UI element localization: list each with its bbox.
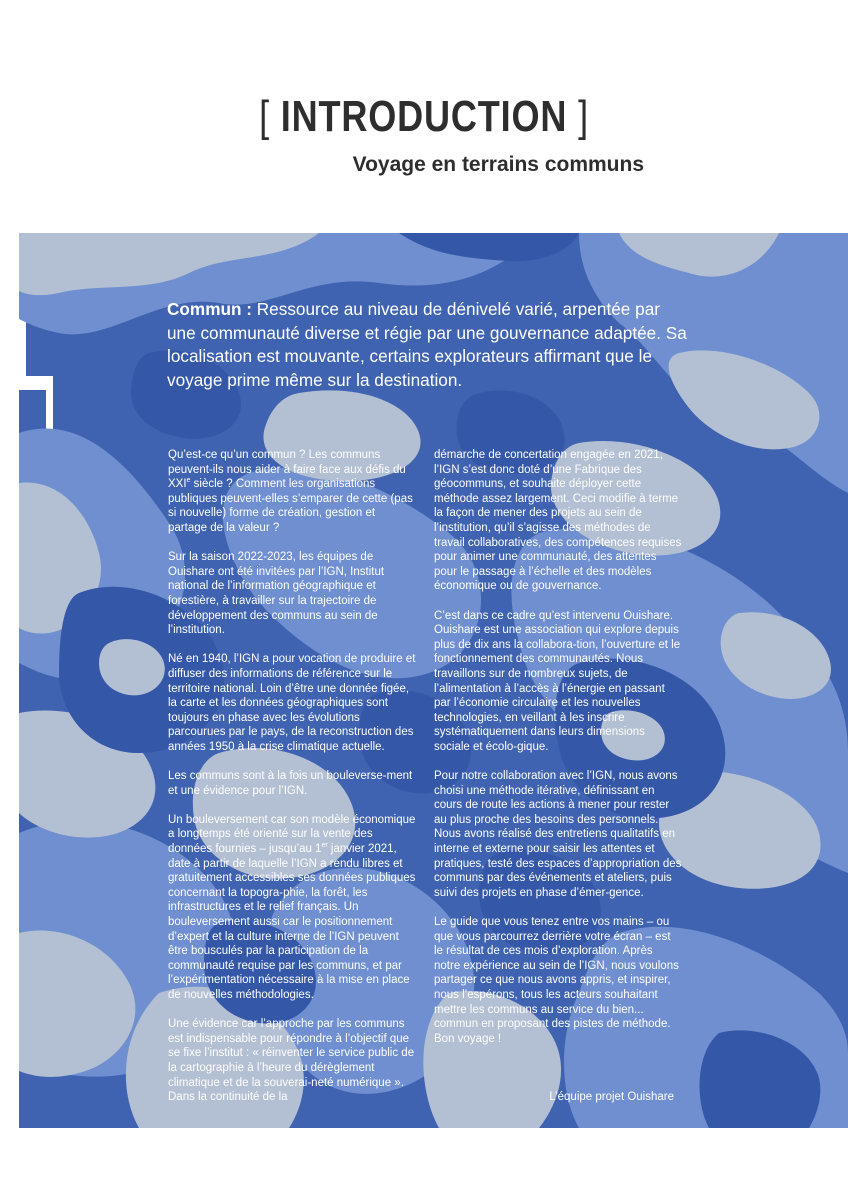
title-bracket-close: ] xyxy=(578,92,589,141)
paragraph: Les communs sont à la fois un bouleverse-ment et une évidence pour l’IGN. xyxy=(168,770,413,797)
paragraph: Né en 1940, l’IGN a pour vocation de produire et diffuser des informations de référence sur le territoire national. Loin d’être une donnée figée, la carte et les données géographiques sont toujours en phase avec les évolutions parcourues par le pays, de la reconstruction des années 1950 à la crise climatique actuelle. xyxy=(168,653,416,753)
superscript: er xyxy=(321,842,328,850)
paragraph-text: siècle ? Comment les organisations publiques peuvent-elles s’emparer de cette (pas si nouvelle) forme de création, gestion et partage de la valeur ? xyxy=(168,478,413,534)
signature: L’équipe projet Ouishare xyxy=(549,1091,674,1103)
superscript: e xyxy=(186,477,191,485)
definition-term: Commun : xyxy=(167,299,252,319)
page-subtitle: Voyage en terrains communs xyxy=(352,153,644,176)
paragraph: Sur la saison 2022-2023, les équipes de Ouishare ont été invitées par l’IGN, Institut national de l’information géographique et forestière, à travailler sur la trajectoire de développement des communs au sein de l’institution. xyxy=(168,551,385,637)
definition-text: Ressource au niveau de dénivelé varié, arpentée par une communauté diverse et régie par une gouvernance adaptée. Sa localisation est mouvante, certains explorateurs affirmant que le voyage prime même sur la destination. xyxy=(167,299,687,390)
page-title xyxy=(76,92,771,142)
title-bracket-open: [ xyxy=(259,92,270,141)
paragraph xyxy=(168,448,416,536)
paragraph-text: Un bouleversement car son modèle économique a longtemps été orienté sur la vente des données fournies – jusqu’au 1 xyxy=(168,813,416,856)
text-column-right xyxy=(434,448,682,1061)
paragraph: C’est dans ce cadre qu’est intervenu Ouishare. Ouishare est une association qui explore depuis plus de dix ans la collabora-tion, l’ouverture et le fonctionnement des communautés. Nous travaillons sur de nombreux sujets, de l’alimentation à l’accès à l’énergie en passant par l’économie circulaire et les nouvelles technologies, en veillant à les inscrire systématiquement dans leurs dimensions sociale et écolo-gique. xyxy=(434,609,681,753)
paragraph: démarche de concertation engagée en 2021, l’IGN s’est donc doté d’une Fabrique des géocommuns, et souhaite déployer cette méthode assez largement. Ceci modifie à terme la façon de mener des projets au sein de l’institution, qu’il s’agisse des méthodes de travail collaboratives, des compétences requises pour animer une communauté, des attentes pour le passage à l’échelle et des modèles économique ou de gouvernance. xyxy=(434,449,682,593)
paragraph: Une évidence car l’approche par les communs est indispensable pour répondre à l’objectif que se fixe l’institut : « réinventer le service public de la cartographie à l’heure du dérèglement climatique et de la souverai-neté numérique ». Dans la continuité de la xyxy=(168,1018,415,1104)
paragraph: Pour notre collaboration avec l’IGN, nous avons choisi une méthode itérative, définissant en cours de route les actions à mener pour rester au plus proche des besoins des personnels. Nous avons réalisé des entretiens qualitatifs en interne et externe pour saisir les attentes et pratiques, testé des espaces d’appropriation des communs par des événements et ateliers, puis suivi des projets en phase d’émer-gence. xyxy=(434,770,682,899)
commun-definition xyxy=(167,298,687,392)
paragraph: Le guide que vous tenez entre vos mains – ou que vous parcourrez derrière votre écran – est le résultat de ces mois d’exploration. Après notre expérience au sein de l’IGN, nous voulons partager ce que nous avons appris, et inspirer, nous l’espérons, tous les acteurs souhaitant mettre les communs au service du bien... commun en proposant des pistes de méthode. Bon voyage ! xyxy=(434,916,679,1045)
text-column-left xyxy=(168,448,416,1119)
paragraph xyxy=(168,813,416,1003)
paragraph-text: Qu’est-ce qu’un commun ? Les communs peuvent-ils nous aider à faire face aux défis du XXI xyxy=(168,449,406,491)
topographic-panel xyxy=(19,233,848,1128)
paragraph-text: janvier 2021, date à partir de laquelle l’IGN a rendu libres et gratuitement accessibles ses données publiques concernant la topogra-phie, la forêt, les infrastructures et le relief français. Un bouleversement aussi car le positionnement d’expert et la culture interne de l’IGN peuvent être bousculés par la participation de la communauté requise par les communs, et par l’expérimentation nécessaire à la mise en place de nouvelles méthodologies. xyxy=(168,843,416,1001)
title-text: INTRODUCTION xyxy=(280,92,568,141)
